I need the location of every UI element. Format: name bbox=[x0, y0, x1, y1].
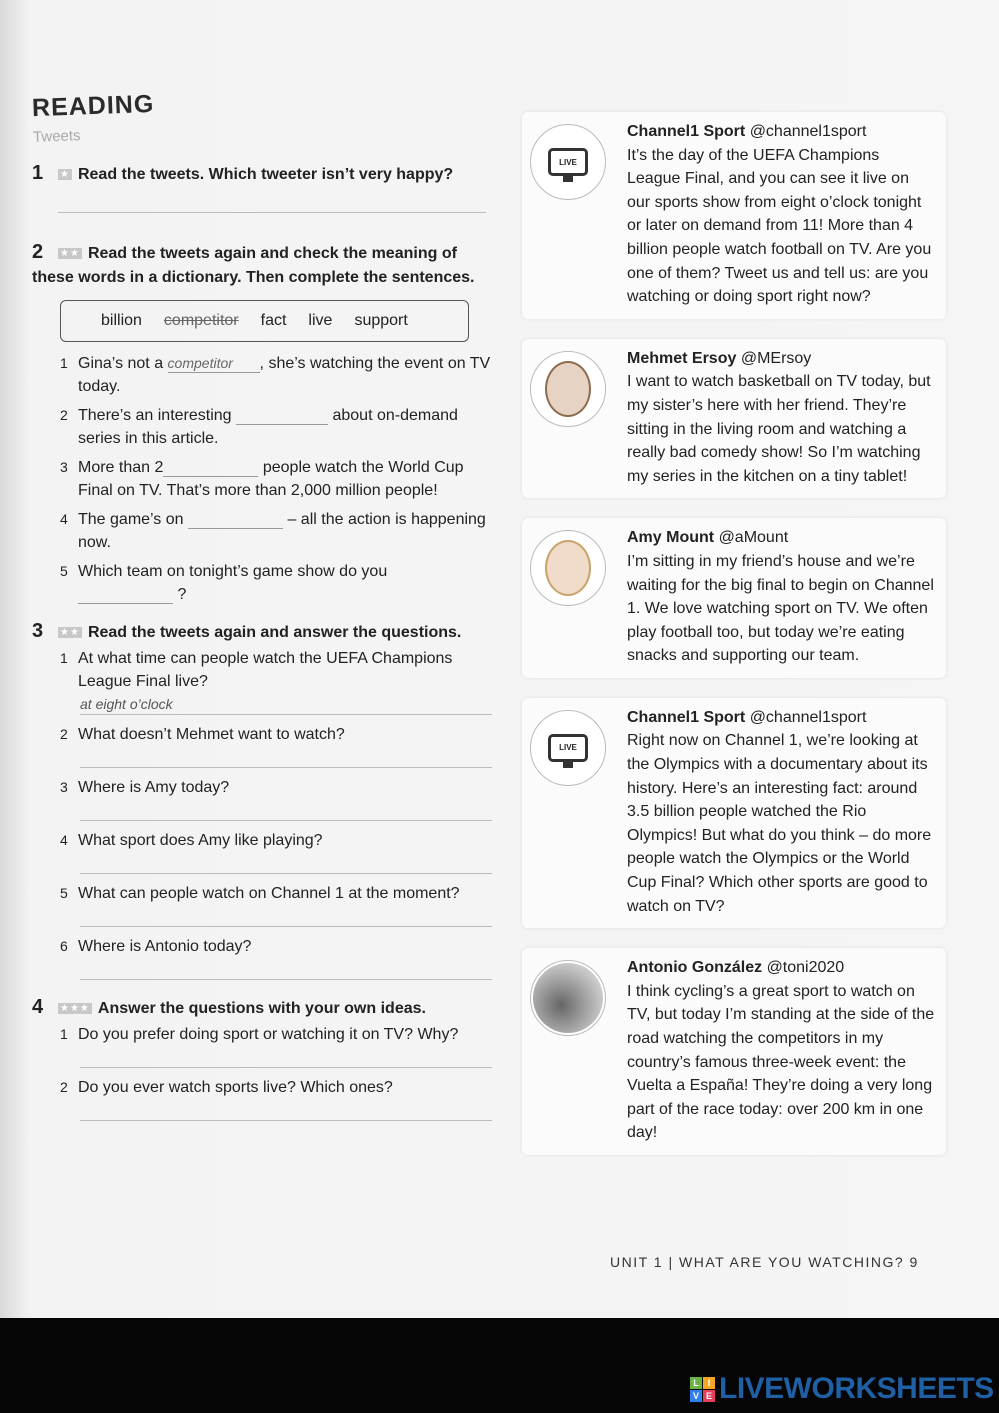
sentence-end: people watch the World Cup Final on TV. That’s more than 2,000 million people! bbox=[78, 459, 464, 499]
live-tv-icon bbox=[530, 124, 606, 200]
item-number: 2 bbox=[60, 407, 68, 423]
word: support bbox=[354, 312, 408, 329]
question-item bbox=[32, 829, 494, 852]
answer-input[interactable] bbox=[80, 746, 492, 768]
item-number: 1 bbox=[60, 1026, 68, 1042]
tweet-card bbox=[522, 112, 946, 319]
tweet-text: I’m sitting in my friend’s house and we’re waiting for the big final to begin on Channel 1. We love watching sport on TV. We often play football too, but today we’re eating snacks and supporting our team. bbox=[627, 552, 934, 665]
sentence-item bbox=[32, 352, 494, 398]
tweet-card bbox=[522, 518, 946, 678]
item-number: 5 bbox=[60, 563, 68, 579]
boy-avatar bbox=[530, 351, 606, 427]
sentence-start: Which team on tonight’s game show do you bbox=[78, 563, 388, 580]
gap-input[interactable] bbox=[163, 459, 258, 477]
word: fact bbox=[260, 312, 287, 329]
tweeter-handle: @channel1sport bbox=[749, 708, 867, 726]
question-item bbox=[32, 723, 494, 746]
question-item bbox=[32, 935, 494, 958]
item-number: 2 bbox=[60, 1079, 68, 1095]
exercise-4 bbox=[32, 996, 494, 1021]
exercise-2 bbox=[32, 241, 494, 290]
difficulty-star-icon: ★★★ bbox=[60, 1003, 90, 1014]
tweet-card bbox=[522, 339, 946, 499]
tweet-card bbox=[522, 698, 946, 928]
exercise-number: 4 bbox=[32, 996, 44, 1018]
question-text: Where is Amy today? bbox=[78, 779, 230, 796]
sentence-end: ? bbox=[177, 586, 187, 603]
live-label: LIVE bbox=[548, 734, 588, 762]
sentence-start: There’s an interesting bbox=[78, 407, 232, 424]
word-box bbox=[60, 300, 469, 342]
question-text: At what time can people watch the UEFA Champions League Final live? bbox=[78, 650, 453, 690]
question-item bbox=[32, 1076, 494, 1099]
tweeter-name: Channel1 Sport bbox=[627, 708, 746, 726]
difficulty-star-icon: ★ bbox=[60, 169, 70, 180]
gap-input[interactable] bbox=[168, 355, 260, 373]
answer-input[interactable] bbox=[80, 799, 492, 821]
answer-input[interactable] bbox=[80, 1099, 492, 1121]
item-number: 3 bbox=[60, 459, 68, 475]
instruction: Read the tweets again and answer the questions. bbox=[87, 624, 462, 641]
question-item bbox=[32, 776, 494, 799]
tweet-text: I want to watch basketball on TV today, but my sister’s here with her friend. They’re sitting in the living room and watching a really bad comedy show! So I’m watching my series in the kitchen on a tiny tablet! bbox=[627, 373, 931, 485]
tweeter-handle: @toni2020 bbox=[766, 959, 845, 977]
sentence-item bbox=[32, 456, 494, 502]
instruction: Read the tweets again and check the meaning of these words in a dictionary. Then complete the sentences. bbox=[32, 245, 475, 286]
tweet-text: I think cycling’s a great sport to watch on TV, but today I’m standing at the side of the road watching the competitors in my country’s famous three-week event: the Vuelta a España! They’re doing a very long part of the race today: over 200 km in one day! bbox=[627, 982, 935, 1142]
exercise-1 bbox=[32, 162, 494, 187]
tweet-text: It’s the day of the UEFA Champions League Final, and you can see it live on our sports show from eight o’clock tonight or later on demand from 11! More than 4 billion people watch football on TV. Are you one of them? Tweet us and tell us: are you watching or doing sport right now? bbox=[627, 146, 932, 306]
question-text: What can people watch on Channel 1 at the moment? bbox=[78, 885, 460, 902]
live-label: LIVE bbox=[548, 148, 588, 176]
instruction: Answer the questions with your own ideas. bbox=[97, 1000, 426, 1017]
answer-input-1[interactable] bbox=[58, 191, 486, 213]
word-used: competitor bbox=[163, 312, 239, 329]
exercises-column bbox=[32, 162, 494, 1129]
gap-input[interactable] bbox=[236, 407, 328, 425]
item-number: 3 bbox=[60, 779, 68, 795]
gap-input[interactable] bbox=[78, 586, 173, 604]
sentence-start: More than 2 bbox=[78, 459, 164, 476]
question-item bbox=[32, 1023, 494, 1046]
logo-letter: V bbox=[690, 1390, 702, 1402]
logo-letter: I bbox=[703, 1377, 715, 1389]
item-number: 1 bbox=[60, 650, 68, 666]
tweeter-name: Mehmet Ersoy bbox=[627, 349, 737, 367]
sentence-start: The game’s on bbox=[78, 511, 184, 528]
item-number: 4 bbox=[60, 832, 68, 848]
answer-input[interactable] bbox=[80, 958, 492, 980]
difficulty-star-icon: ★★ bbox=[60, 248, 80, 259]
logo-letter: L bbox=[690, 1377, 702, 1389]
gap-input[interactable] bbox=[188, 511, 283, 529]
tweeter-handle: @channel1sport bbox=[749, 123, 867, 140]
sentence-item bbox=[32, 404, 494, 450]
question-text: Do you ever watch sports live? Which ones? bbox=[78, 1079, 393, 1096]
word: live bbox=[308, 312, 333, 329]
liveworksheets-logo bbox=[690, 1372, 994, 1406]
sentence-end: – all the action is happening now. bbox=[78, 511, 486, 551]
sentence-start: Gina’s not a bbox=[78, 355, 164, 372]
tweeter-handle: @aMount bbox=[718, 529, 789, 547]
question-text: What sport does Amy like playing? bbox=[78, 832, 323, 849]
question-text: What doesn’t Mehmet want to watch? bbox=[78, 726, 345, 743]
logo-squares-icon bbox=[690, 1377, 715, 1402]
exercise-number: 2 bbox=[32, 241, 44, 263]
answer-input[interactable] bbox=[80, 852, 492, 874]
answer-input[interactable] bbox=[80, 905, 492, 927]
exercise-number: 1 bbox=[32, 162, 44, 184]
live-tv-icon bbox=[530, 710, 606, 786]
answer-input[interactable] bbox=[80, 1046, 492, 1068]
sentence-item bbox=[32, 560, 494, 606]
tweeter-name: Channel1 Sport bbox=[627, 123, 746, 140]
answer-input[interactable] bbox=[80, 693, 492, 715]
item-number: 1 bbox=[60, 355, 68, 371]
logo-letter: E bbox=[703, 1390, 715, 1402]
tweeter-handle: @MErsoy bbox=[740, 349, 812, 367]
cyclists-avatar bbox=[530, 960, 606, 1036]
item-number: 5 bbox=[60, 885, 68, 901]
page-footer: UNIT 1 | WHAT ARE YOU WATCHING? 9 bbox=[610, 1254, 919, 1270]
question-text: Where is Antonio today? bbox=[78, 938, 252, 955]
section-title: READING bbox=[31, 89, 155, 123]
item-number: 2 bbox=[60, 726, 68, 742]
section-subtitle: Tweets bbox=[32, 127, 81, 146]
girl-avatar bbox=[530, 530, 606, 606]
exercise-number: 3 bbox=[32, 620, 44, 642]
question-text: Do you prefer doing sport or watching it on TV? Why? bbox=[78, 1026, 459, 1043]
brand-name: LIVEWORKSHEETS bbox=[719, 1372, 994, 1405]
tweet-card bbox=[522, 948, 946, 1155]
tweeter-name: Amy Mount bbox=[627, 529, 715, 547]
instruction: Read the tweets. Which tweeter isn’t very happy? bbox=[77, 166, 454, 183]
item-number: 6 bbox=[60, 938, 68, 954]
sentence-end: , she’s watching the event on TV today. bbox=[78, 355, 491, 395]
difficulty-star-icon: ★★ bbox=[60, 627, 80, 638]
sentence-end: about on-demand series in this article. bbox=[78, 407, 458, 447]
tweeter-name: Antonio González bbox=[627, 959, 763, 977]
tweet-text: Right now on Channel 1, we’re looking at the Olympics with a documentary about its history. Here’s an interesting fact: around 3.5 billion people watched the Rio Olympics! But what do you think – do more people watch the Olympics or the World Cup Final? Which other sports are good to watch on TV? bbox=[627, 732, 932, 915]
question-item bbox=[32, 647, 494, 693]
word: billion bbox=[101, 312, 142, 329]
tweets-column bbox=[522, 112, 946, 1155]
item-number: 4 bbox=[60, 511, 68, 527]
question-item bbox=[32, 882, 494, 905]
sentence-item bbox=[32, 508, 494, 554]
exercise-3 bbox=[32, 620, 494, 645]
